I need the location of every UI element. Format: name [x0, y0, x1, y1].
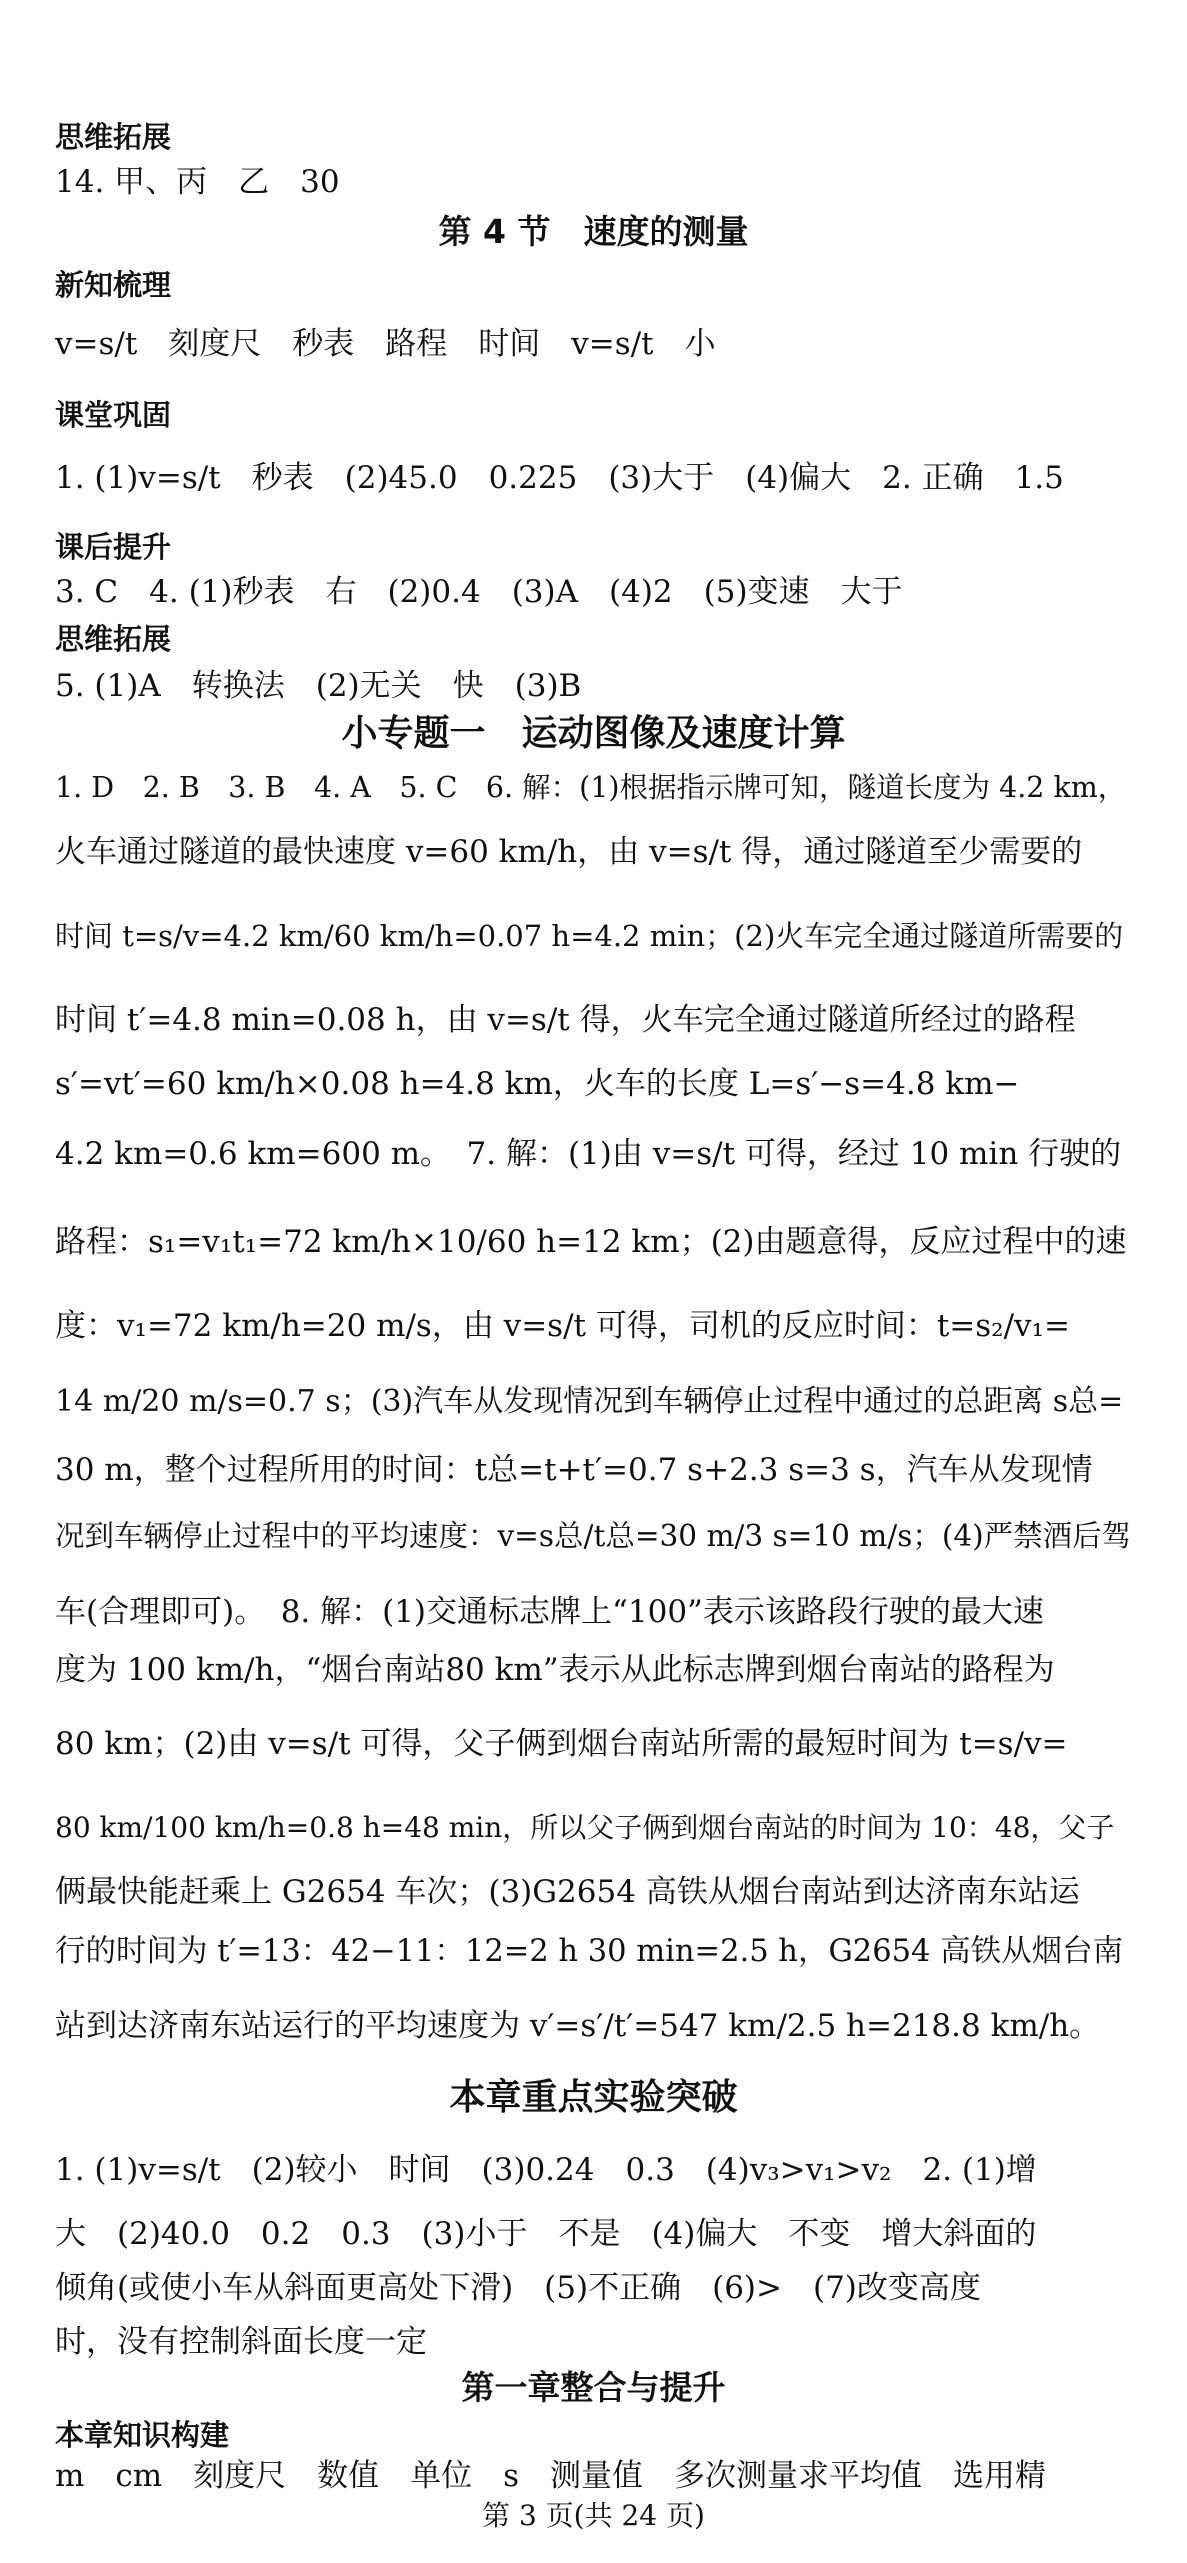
answer-line: 80 km；(2)由 v=s/t 可得，父子俩到烟台南站所需的最短时间为 t=s/v= [55, 1726, 1068, 1762]
section-heading-classroom: 课堂巩固 [55, 398, 172, 432]
answer-line: s′=vt′=60 km/h×0.08 h=4.8 km，火车的长度 L=s′−s=4.8 km− [55, 1066, 1020, 1102]
section-heading-new-knowledge: 新知梳理 [55, 268, 172, 302]
answer-line: 时，没有控制斜面长度一定 [55, 2324, 427, 2360]
answer-line: 行的时间为 t′=13：42−11：12=2 h 30 min=2.5 h，G2654 高铁从烟台南 [55, 1934, 1124, 1969]
answer-line: v=s/t 刻度尺 秒表 路程 时间 v=s/t 小 [55, 326, 716, 362]
answer-line: 况到车辆停止过程中的平均速度：v=s总/t总=30 m/3 s=10 m/s；(4)严禁酒后驾 [55, 1519, 1132, 1553]
answer-line: 3. C 4. (1)秒表 右 (2)0.4 (3)A (4)2 (5)变速 大于 [55, 574, 903, 610]
answer-line: 14. 甲、丙 乙 30 [55, 164, 340, 200]
section-heading-thinking-extension: 思维拓展 [55, 622, 172, 656]
section-title-chapter-review: 第一章整合与提升 [461, 2368, 726, 2407]
answer-line: 路程：s₁=v₁t₁=72 km/h×10/60 h=12 km；(2)由题意得，反应过程中的速 [55, 1224, 1127, 1260]
answer-line: 30 m，整个过程所用的时间：t总=t+t′=0.7 s+2.3 s=3 s，汽车从发现情 [55, 1452, 1093, 1488]
answer-line: 俩最快能赶乘上 G2654 车次；(3)G2654 高铁从烟台南站到达济南东站运 [55, 1874, 1080, 1910]
answer-line: 度：v₁=72 km/h=20 m/s，由 v=s/t 可得，司机的反应时间：t=s₂/v₁= [55, 1308, 1070, 1344]
answer-line: 1. (1)v=s/t (2)较小 时间 (3)0.24 0.3 (4)v₃>v₁>v₂ 2. (1)增 [55, 2152, 1037, 2188]
answer-line: 倾角(或使小车从斜面更高处下滑) (5)不正确 (6)> (7)改变高度 [55, 2270, 981, 2306]
answer-line: 车(合理即可)。 8. 解：(1)交通标志牌上“100”表示该路段行驶的最大速 [55, 1594, 1044, 1630]
answer-line: m cm 刻度尺 数值 单位 s 测量值 多次测量求平均值 选用精 [55, 2458, 1047, 2494]
answer-line: 站到达济南东站运行的平均速度为 v′=s′/t′=547 km/2.5 h=218.8 km/h。 [55, 2008, 1101, 2044]
section-heading-after-class: 课后提升 [55, 530, 172, 564]
page-number-footer: 第 3 页(共 24 页) [482, 2499, 705, 2532]
answer-line: 时间 t′=4.8 min=0.08 h，由 v=s/t 得，火车完全通过隧道所经过的路程 [55, 1002, 1076, 1038]
answer-line: 4.2 km=0.6 km=600 m。 7. 解：(1)由 v=s/t 可得，经过 10 min 行驶的 [55, 1136, 1122, 1172]
answer-line: 大 (2)40.0 0.2 0.3 (3)小于 不是 (4)偏大 不变 增大斜面的 [55, 2216, 1037, 2252]
section-title-speed-measurement: 第 4 节 速度的测量 [438, 212, 749, 251]
answer-line: 时间 t=s/v=4.2 km/60 km/h=0.07 h=4.2 min；(2)火车完全通过隧道所需要的 [55, 919, 1124, 953]
section-heading-knowledge-structure: 本章知识构建 [55, 2418, 230, 2452]
answer-line: 80 km/100 km/h=0.8 h=48 min，所以父子俩到烟台南站的时间为 10：48，父子 [55, 1811, 1115, 1844]
section-title-key-experiments: 本章重点实验突破 [449, 2077, 738, 2118]
answer-line: 5. (1)A 转换法 (2)无关 快 (3)B [55, 668, 582, 704]
answer-line: 14 m/20 m/s=0.7 s；(3)汽车从发现情况到车辆停止过程中通过的总距离 s总= [55, 1384, 1124, 1419]
section-title-topic-one: 小专题一 运动图像及速度计算 [341, 713, 846, 754]
answer-line: 火车通过隧道的最快速度 v=60 km/h，由 v=s/t 得，通过隧道至少需要的 [55, 834, 1083, 870]
answer-line: 1. (1)v=s/t 秒表 (2)45.0 0.225 (3)大于 (4)偏大 2. 正确 1.5 [55, 460, 1064, 496]
answer-line: 度为 100 km/h，“烟台南站80 km”表示从此标志牌到烟台南站的路程为 [55, 1652, 1055, 1688]
answer-line: 1. D 2. B 3. B 4. A 5. C 6. 解：(1)根据指示牌可知，隧道长度为 4.2 km， [55, 771, 1127, 804]
section-heading-thinking-extension: 思维拓展 [55, 120, 172, 154]
